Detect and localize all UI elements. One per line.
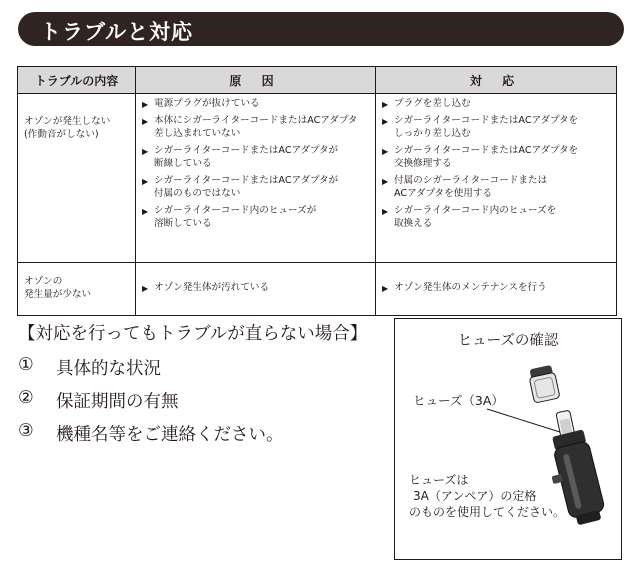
bullet-icon: ▶ [382, 146, 389, 156]
bullet-icon: ▶ [142, 206, 149, 216]
header-issue: トラブルの内容 [18, 67, 136, 94]
header-remedy: 対 応 [376, 67, 617, 94]
header-cause: 原 因 [136, 67, 376, 94]
remedy-cell [376, 263, 617, 316]
list-item: ▶ 付属のシガーライターコードまたは ACアダプタを使用する [382, 174, 548, 199]
remedy-cell [376, 94, 617, 263]
list-item: ▶ シガーライターコードまたはACアダプタが 付属のものではない [142, 174, 339, 199]
issue-cell [18, 94, 136, 263]
bullet-icon: ▶ [142, 176, 149, 186]
fuse-illustration [395, 319, 621, 559]
list-item: ▶ シガーライターコード内のヒューズを 取換える [382, 204, 557, 229]
notice-heading: 【対応を行ってもトラブルが直らない場合】 [18, 324, 368, 344]
fuse-label: ヒューズ（3A） [413, 393, 504, 408]
notice-item: ① 具体的な状況 [18, 355, 161, 379]
fuse-check-box [394, 318, 622, 560]
bullet-icon: ▶ [142, 117, 149, 126]
list-item: ▶ シガーライターコードまたはACアダプタを しっかり差し込む [382, 115, 579, 139]
cause-cell [136, 263, 376, 316]
notice-item: ② 保証期間の有無 [18, 388, 179, 412]
cause-cell [136, 94, 376, 263]
section-title-bar [18, 12, 624, 46]
page-title: トラブルと対応 [40, 20, 194, 44]
trouble-table [17, 66, 617, 316]
bullet-icon: ▶ [142, 284, 149, 293]
bullet-icon: ▶ [382, 284, 389, 293]
table-row [18, 94, 617, 263]
list-item: ▶ プラグを差し込む [382, 98, 471, 109]
issue-cell: オゾンの 発生量が少ない [18, 263, 136, 316]
fuse-title: ヒューズの確認 [457, 333, 559, 349]
bullet-icon: ▶ [382, 206, 389, 216]
bullet-icon: ▶ [382, 176, 389, 186]
list-item: ▶ シガーライターコード内のヒューズが 溶断している [142, 204, 317, 229]
list-item: ▶ 本体にシガーライターコードまたはACアダプタ 差し込まれていない [142, 115, 358, 139]
fuse-note: ヒューズは 3A（アンペア）の定格 のものを使用してください。 [409, 473, 566, 519]
bullet-icon: ▶ [142, 146, 149, 156]
list-item: ▶ 電源プラグが抜けている [142, 98, 260, 109]
table-row [18, 263, 617, 316]
table-header-row [18, 67, 617, 94]
issue-text: オゾンが発生しない (作動音がしない) [24, 116, 111, 140]
list-item: ▶ シガーライターコードまたはACアダプタを 交換修理する [382, 144, 579, 169]
contact-notice [18, 320, 388, 454]
list-item: ▶ シガーライターコードまたはACアダプタが 断線している [142, 144, 339, 169]
bullet-icon: ▶ [382, 100, 389, 109]
bullet-icon: ▶ [142, 100, 149, 109]
list-item: ▶ オゾン発生体が汚れている [142, 282, 270, 293]
bullet-icon: ▶ [382, 117, 389, 126]
list-item: ▶ オゾン発生体のメンテナンスを行う [382, 282, 547, 293]
notice-item: ③ 機種名等をご連絡ください。 [18, 421, 284, 445]
